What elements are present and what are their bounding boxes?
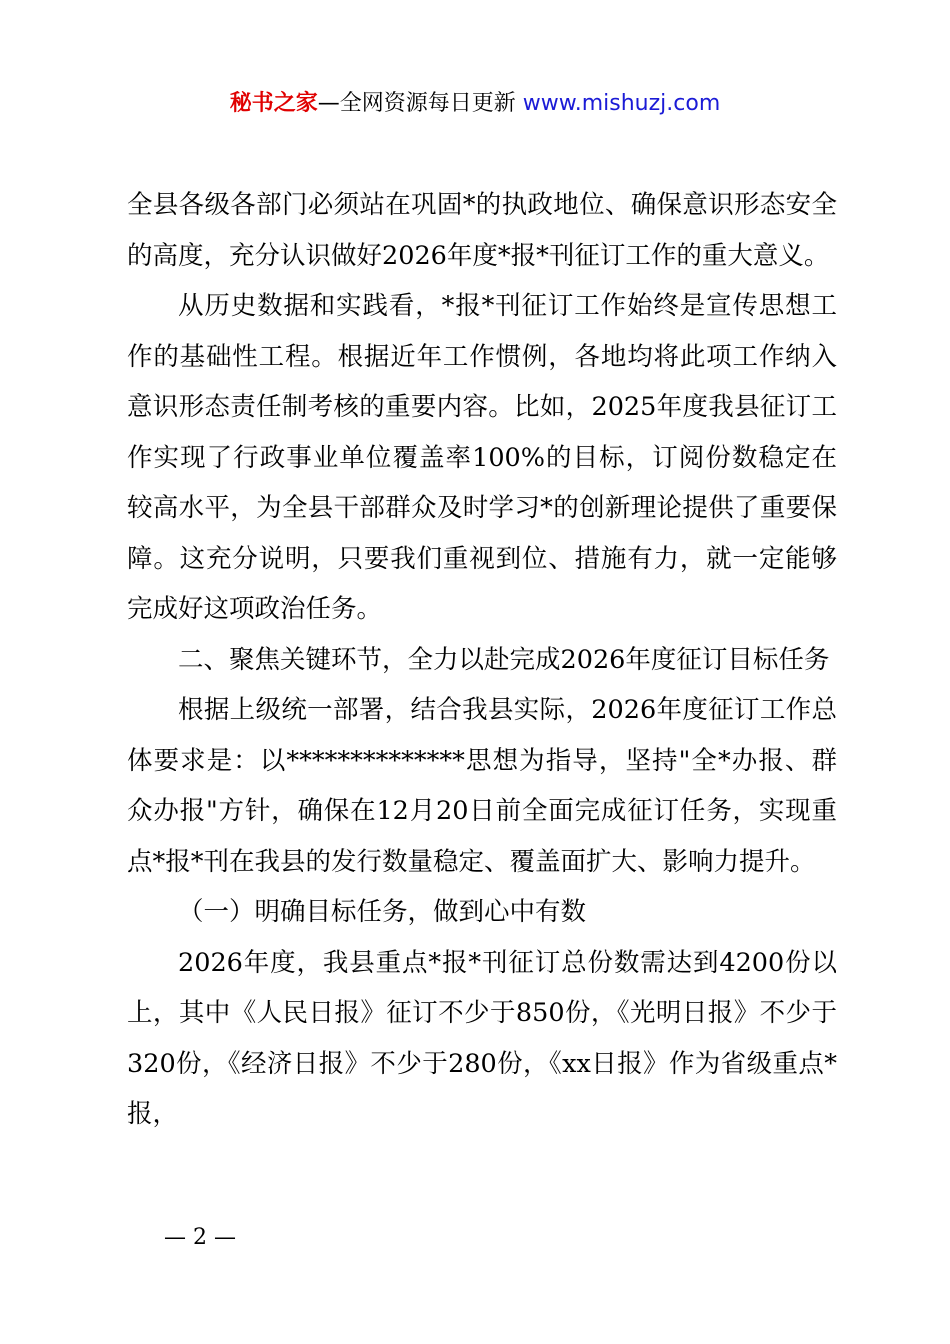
- document-header: [0, 88, 950, 120]
- paragraph: 根据上级统一部署，结合我县实际，2026年度征订工作总体要求是：以**************思想为指导，坚持"全*办报、群众办报"方针，确保在12月20日前全面完成征订任务，实现重点*报*刊在我县的发行数量稳定、覆盖面扩大、影响力提升。: [127, 695, 837, 877]
- brand-name: 秘书之家: [229, 91, 318, 116]
- subsection-heading: （一）明确目标任务，做到心中有数: [178, 897, 587, 927]
- header-slogan: —全网资源每日更新: [317, 91, 523, 116]
- website-url: www.mishuzj.com: [522, 91, 721, 116]
- document-body: [127, 180, 837, 1140]
- paragraph: 2026年度，我县重点*报*刊征订总份数需达到4200份以上，其中《人民日报》征订不少于850份，《光明日报》不少于320份，《经济日报》不少于280份，《xx日报》作为省级重点*报，: [127, 947, 837, 1129]
- paragraph: 全县各级各部门必须站在巩固*的执政地位、确保意识形态安全的高度，充分认识做好2026年度*报*刊征订工作的重大意义。: [127, 190, 837, 271]
- page-number: — 2 —: [164, 1225, 236, 1250]
- section-heading: 二、聚焦关键环节，全力以赴完成2026年度征订目标任务: [178, 644, 830, 675]
- paragraph: 从历史数据和实践看，*报*刊征订工作始终是宣传思想工作的基础性工程。根据近年工作惯例，各地均将此项工作纳入意识形态责任制考核的重要内容。比如，2025年度我县征订工作实现了行政事业单位覆盖率100%的目标，订阅份数稳定在较高水平，为全县干部群众及时学习*的创新理论提供了重要保障。这充分说明，只要我们重视到位、措施有力，就一定能够完成好这项政治任务。: [127, 291, 837, 624]
